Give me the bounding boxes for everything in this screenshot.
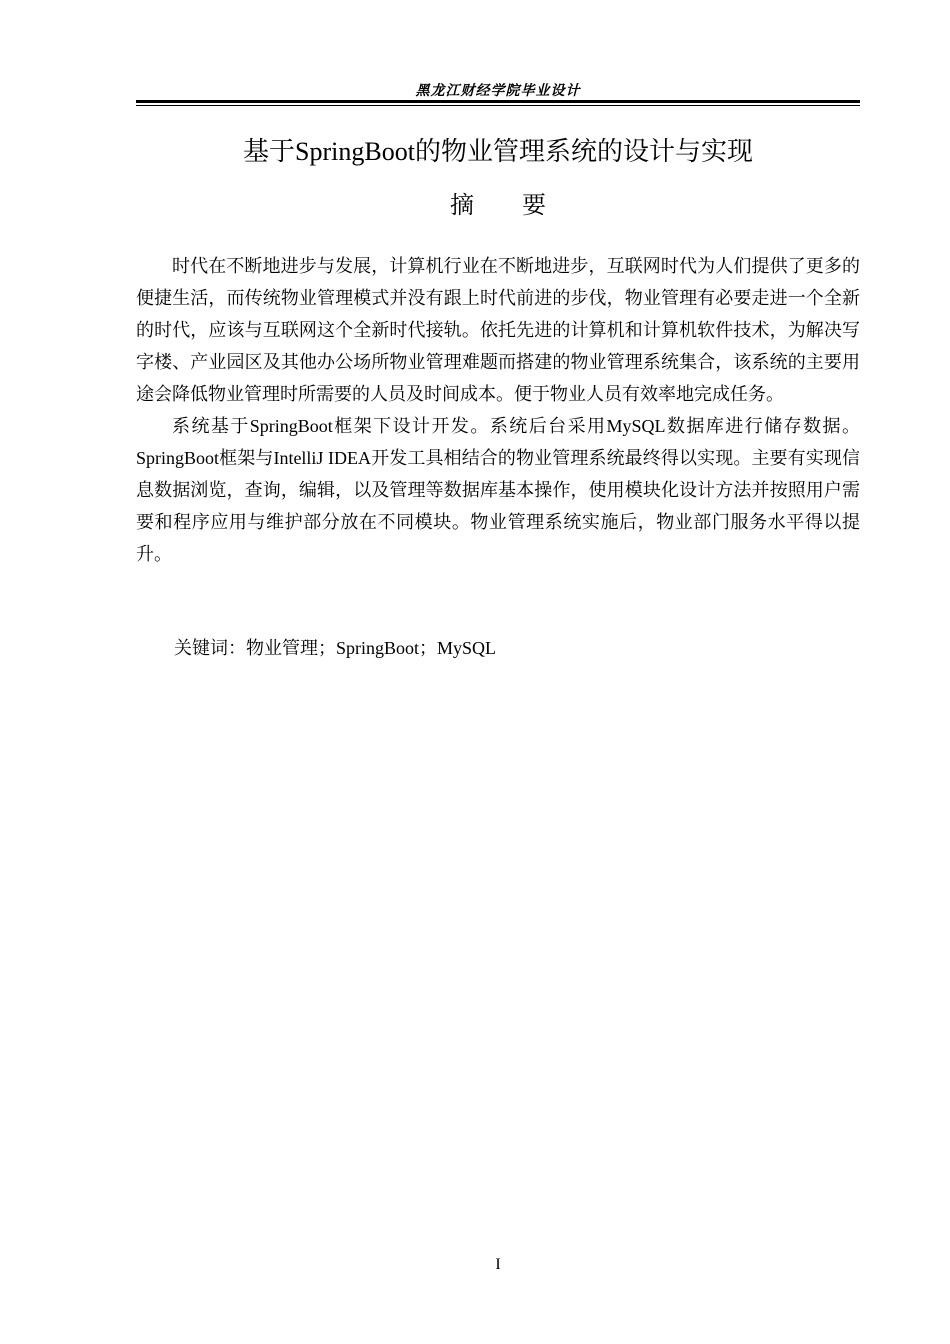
header-rule-thin	[136, 105, 860, 106]
keywords-value: 物业管理；SpringBoot；MySQL	[246, 638, 497, 658]
keywords-label: 关键词：	[174, 638, 246, 659]
abstract-paragraph-2: 系统基于SpringBoot框架下设计开发。系统后台采用MySQL数据库进行储存数据。SpringBoot框架与IntelliJ IDEA开发工具相结合的物业管理系统最终得以实现。主要有实现信息数据浏览，查询，编辑，以及管理等数据库基本操作，使用模块化设计方法并按照用户需要和程序应用与维护部分放在不同模块。物业管理系统实施后，物业部门服务水平得以提升。	[136, 416, 860, 564]
keywords-line	[136, 632, 860, 665]
thesis-title: 基于SpringBoot的物业管理系统的设计与实现	[243, 137, 753, 166]
abstract-paragraph-1: 时代在不断地进步与发展，计算机行业在不断地进步，互联网时代为人们提供了更多的便捷生活，而传统物业管理模式并没有跟上时代前进的步伐，物业管理有必要走进一个全新的时代，应该与互联网这个全新时代接轨。依托先进的计算机和计算机软件技术，为解决写字楼、产业园区及其他办公场所物业管理难题而搭建的物业管理系统集合，该系统的主要用途会降低物业管理时所需要的人员及时间成本。便于物业人员有效率地完成任务。	[136, 256, 860, 404]
abstract-heading: 摘要	[450, 191, 594, 219]
page-number: I	[495, 1256, 501, 1273]
running-header: 黑龙江财经学院毕业设计	[415, 83, 581, 99]
header-rule-thick	[136, 100, 860, 103]
abstract-body	[136, 250, 860, 570]
